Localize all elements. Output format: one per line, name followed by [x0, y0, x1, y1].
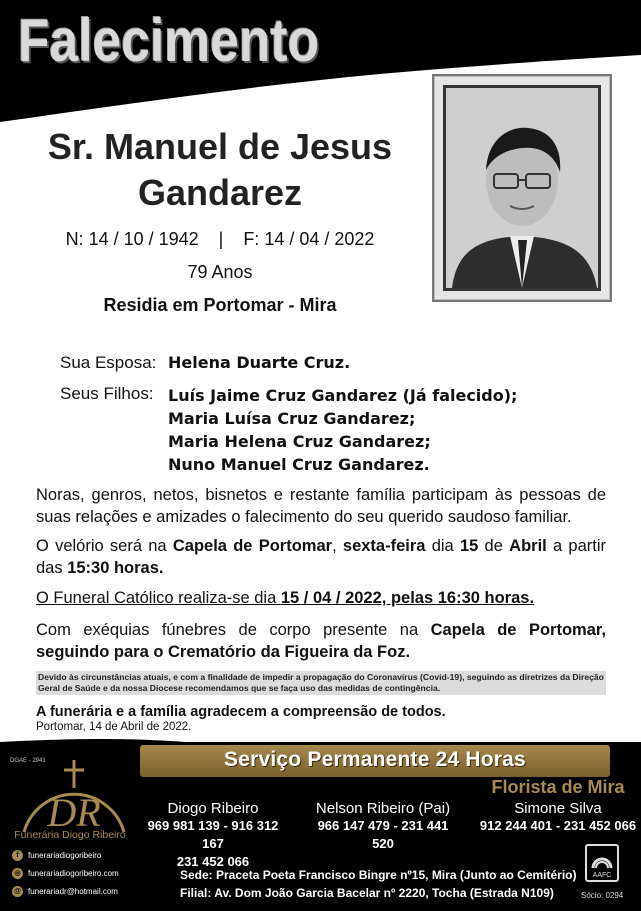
person-name: Diogo Ribeiro — [167, 800, 259, 817]
wake-text: de — [478, 537, 510, 555]
exequies-text: Com exéquias fúnebres de corpo presente na — [36, 621, 431, 639]
name-line-1: Sr. Manuel de Jesus — [47, 126, 393, 167]
person-phone[interactable]: 966 147 479 - 231 441 520 — [317, 818, 449, 851]
wake-text: O velório será na — [36, 537, 173, 555]
florist-name: Florista de Mira — [491, 777, 625, 797]
funeral-paragraph — [36, 587, 606, 609]
child-name: Luís Jaime Cruz Gandarez (Já falecido); — [168, 386, 518, 405]
residence: Residia em Portomar - Mira — [103, 295, 337, 315]
person-phone[interactable]: 969 981 139 - 916 312 167 — [147, 818, 279, 851]
person-name: Simone Silva — [514, 800, 602, 817]
person-name: Nelson Ribeiro (Pai) — [315, 800, 451, 817]
instagram-icon: ◎ — [12, 868, 23, 879]
logo-initials: DR — [47, 790, 101, 835]
addresses — [180, 866, 577, 902]
children-label: Seus Filhos: — [60, 384, 154, 403]
wake-month: Abril — [509, 537, 547, 555]
contact-person — [478, 800, 638, 835]
aafc-text: AAFC — [592, 872, 612, 879]
wake-time: 15:30 horas. — [67, 559, 164, 577]
wake-paragraph — [36, 535, 606, 579]
branch-address: Filial: Av. Dom João Garcia Bacelar nº 2220, Tocha (Estrada N109) — [180, 886, 554, 900]
child-name: Maria Luísa Cruz Gandarez; — [168, 409, 416, 428]
wake-date: 15 — [459, 537, 479, 555]
website-link[interactable] — [12, 868, 119, 879]
age: 79 Anos — [187, 262, 253, 282]
wake-day: sexta-feira — [342, 537, 426, 555]
facebook-text: funerariadiogoribeiro — [28, 851, 102, 860]
page-title: Falecimento — [18, 7, 320, 74]
aafc-icon — [587, 846, 617, 880]
covid-notice: Devido às circunstâncias atuais, e com a finalidade de impedir a propagação do Coronavírus (Covid-19), seguindo as diretrizes da Direção Geral de Saúde e da nossa Diocese recomendamos que se faça uso das medidas de contingência. — [36, 671, 606, 695]
wake-location: Capela de Portomar — [172, 537, 333, 555]
contact-person — [308, 800, 458, 853]
thanks-line: A funerária e a família agradecem a compreensão de todos. — [36, 704, 446, 720]
portrait-photo — [432, 74, 612, 302]
birth-death-dates: N: 14 / 10 / 1942 | F: 14 / 04 / 2022 — [65, 229, 375, 249]
exequies-paragraph — [36, 619, 606, 663]
website-text: funerariadiogoribeiro.com — [28, 869, 119, 878]
email-icon: @ — [12, 886, 23, 897]
dgae-code: DGAE - 2941 — [10, 758, 46, 764]
facebook-icon: f — [12, 850, 23, 861]
wake-text: dia — [425, 537, 460, 555]
wake-text: a partir das — [36, 537, 606, 577]
name-line-2: Gandarez — [137, 172, 303, 213]
facebook-link[interactable] — [12, 850, 101, 861]
portrait-image — [446, 88, 598, 288]
person-phone[interactable]: 231 452 066 — [176, 854, 250, 869]
spouse-row — [60, 352, 517, 374]
member-number: Sócio: 0294 — [581, 891, 624, 900]
wake-text: , — [332, 537, 343, 555]
service-text: Serviço Permanente 24 Horas — [224, 748, 526, 771]
children-list — [168, 384, 517, 476]
funeral-text: O Funeral Católico realiza-se dia — [36, 589, 281, 607]
family-section — [60, 352, 517, 476]
spouse-name: Helena Duarte Cruz. — [168, 353, 351, 372]
contact-person — [138, 800, 288, 871]
exequies-location: Capela de Portomar, seguindo para o Crematório da Figueira da Foz. — [36, 621, 606, 661]
email-link[interactable] — [12, 886, 118, 897]
place-date: Portomar, 14 de Abril de 2022. — [36, 721, 192, 733]
announcement-paragraph: Noras, genros, netos, bisnetos e restante família participam às pessoas de suas relações e amizades o falecimento do seu querido saudoso familiar. — [36, 486, 606, 526]
person-phone[interactable]: 912 244 401 - 231 452 066 — [479, 818, 637, 833]
deceased-name — [18, 124, 422, 216]
funeral-datetime: 15 / 04 / 2022, pelas 16:30 horas. — [280, 589, 535, 607]
email-text: funerariadr@hotmail.com — [28, 887, 118, 896]
headquarters-address: Sede: Praceta Poeta Francisco Bingre nº15, Mira (Junto ao Cemitério) — [180, 868, 577, 882]
children-row — [60, 384, 517, 476]
child-name: Nuno Manuel Cruz Gandarez. — [168, 455, 430, 474]
spouse-label: Sua Esposa: — [60, 353, 157, 372]
child-name: Maria Helena Cruz Gandarez; — [168, 432, 431, 451]
funeral-home-name: Funerária Diogo Ribeiro — [14, 829, 126, 841]
aafc-logo — [585, 844, 619, 882]
